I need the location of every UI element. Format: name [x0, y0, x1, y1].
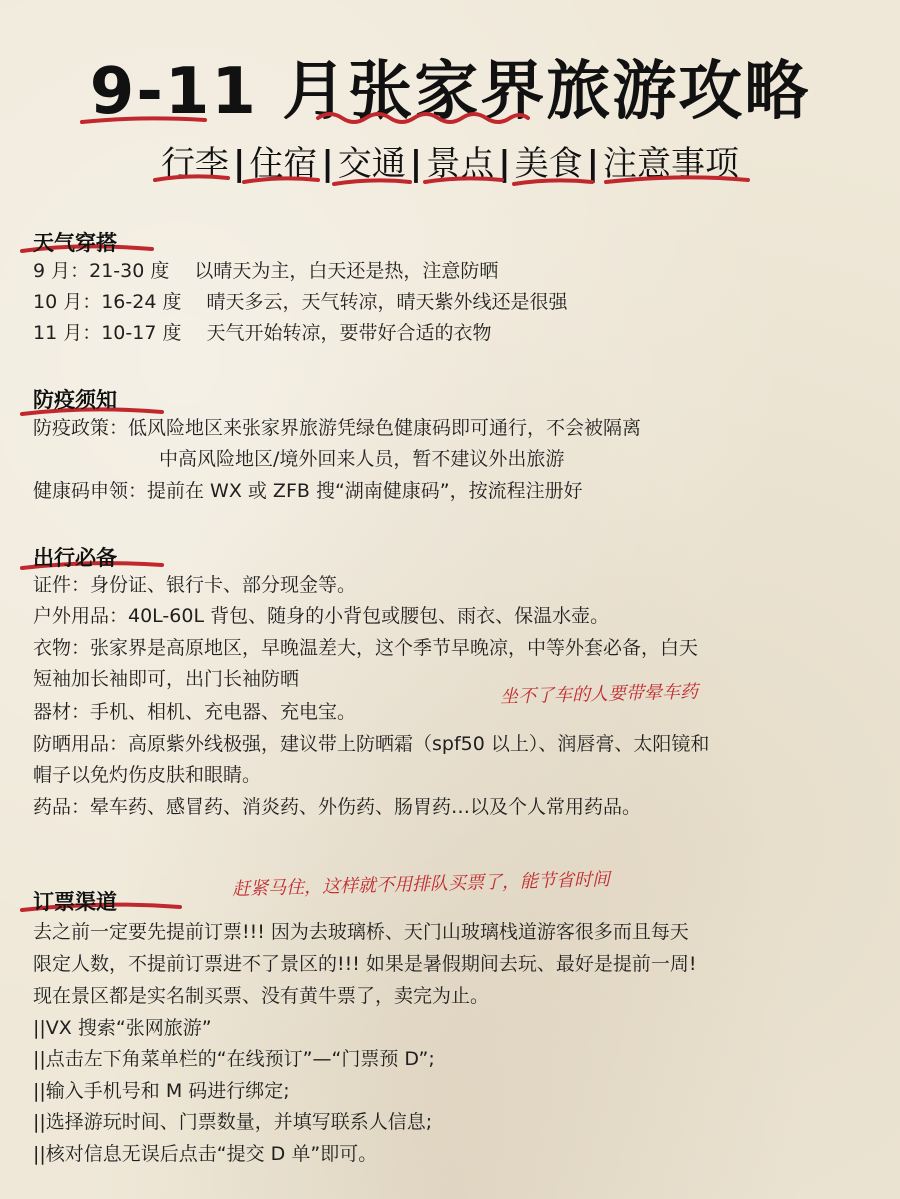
tickets-line: 现在景区都是实名制买票、没有黄牛票了，卖完为止。 [33, 985, 490, 1007]
weather-line-nov: 11 月：10-17 度 天气开始转凉，要带好合适的衣物 [33, 322, 492, 344]
category-transport: 交通 [337, 144, 406, 184]
essentials-line: 药品：晕车药、感冒药、消炎药、外伤药、肠胃药…以及个人常用药品。 [33, 796, 642, 818]
essentials-line: 衣物：张家界是高原地区，早晚温差大，这个季节早晚凉，中等外套必备，白天 [33, 637, 699, 659]
separator: | [498, 144, 511, 184]
subtitle-categories [0, 136, 900, 185]
tickets-step: ||VX 搜索“张网旅游” [33, 1017, 212, 1039]
essentials-line: 帽子以免灼伤皮肤和眼睛。 [33, 764, 262, 786]
category-notes: 注意事项 [603, 144, 740, 184]
tickets-step: ||输入手机号和 M 码进行绑定; [33, 1080, 290, 1102]
tickets-step: ||点击左下角菜单栏的“在线预订”—“门票预 D”; [33, 1048, 435, 1070]
separator: | [232, 144, 246, 184]
page-title: 9-11 月张家界旅游攻略 [89, 55, 811, 129]
handwritten-note-motion-sickness: 坐不了车的人要带晕车药 [499, 681, 699, 708]
tickets-line: 限定人数，不提前订票进不了景区的!!! 如果是暑假期间去玩、最好是提前一周! [33, 953, 697, 975]
tickets-step: ||选择游玩时间、门票数量，并填写联系人信息; [33, 1111, 433, 1133]
section-title-epidemic: 防疫须知 [33, 388, 117, 412]
health-code-line: 健康码申领：提前在 WX 或 ZFB 搜“湖南健康码”，按流程注册好 [33, 480, 583, 502]
category-lodging: 住宿 [249, 144, 318, 184]
weather-line-sep: 9 月：21-30 度 以晴天为主，白天还是热，注意防晒 [33, 260, 499, 282]
tickets-line: 去之前一定要先提前订票!!! 因为去玻璃桥、天门山玻璃栈道游客很多而且每天 [33, 921, 689, 943]
section-title-essentials: 出行必备 [33, 546, 117, 570]
weather-line-oct: 10 月：16-24 度 晴天多云，天气转凉，晴天紫外线还是很强 [33, 291, 568, 313]
separator: | [409, 144, 423, 184]
category-luggage: 行李 [160, 144, 229, 184]
tickets-step: ||核对信息无误后点击“提交 D 单”即可。 [33, 1143, 378, 1165]
essentials-line: 户外用品：40L-60L 背包、随身的小背包或腰包、雨衣、保温水壶。 [33, 605, 610, 627]
essentials-line: 防晒用品：高原紫外线极强，建议带上防晒霜（spf50 以上）、润唇膏、太阳镜和 [33, 733, 710, 755]
section-title-tickets: 订票渠道 [33, 890, 117, 914]
essentials-line: 器材：手机、相机、充电器、充电宝。 [33, 701, 357, 723]
epidemic-policy-line-2: 中高风险地区/境外回来人员，暂不建议外出旅游 [159, 448, 565, 470]
section-title-weather: 天气穿搭 [33, 231, 117, 255]
essentials-line: 短袖加长袖即可，出门长袖防晒 [33, 668, 300, 690]
epidemic-policy-line: 防疫政策：低风险地区来张家界旅游凭绿色健康码即可通行，不会被隔离 [33, 417, 642, 439]
handwritten-note-tickets: 赶紧马住，这样就不用排队买票了，能节省时间 [231, 869, 611, 900]
category-attractions: 景点 [426, 144, 495, 184]
separator: | [586, 144, 600, 184]
separator: | [321, 144, 334, 184]
category-food: 美食 [514, 144, 583, 184]
essentials-line: 证件：身份证、银行卡、部分现金等。 [33, 574, 357, 596]
